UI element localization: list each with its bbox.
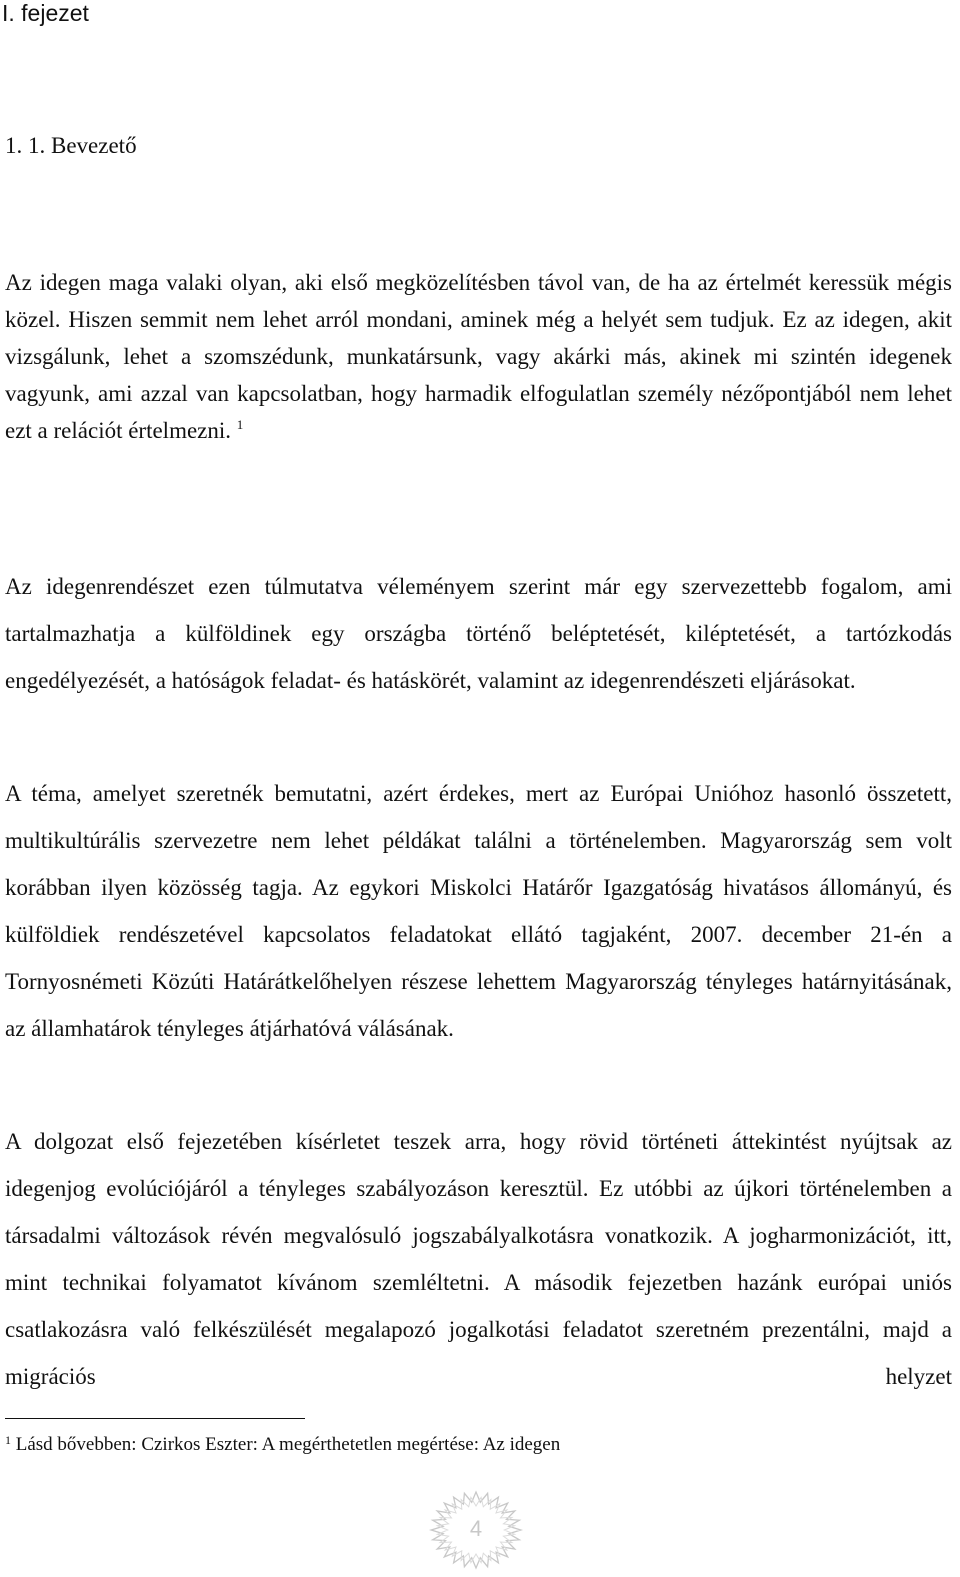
paragraph-4: A dolgozat első fejezetében kísérletet teszek arra, hogy rövid történeti áttekintést nyújtsak az idegenjog evolúciójáról a tényleges szabályozáson keresztül. Ez utóbbi az újkori történelemben a társadalmi változások révén megvalósuló jogszabályalkotásra vonatkozik. A jogharmonizációt, itt, mint technikai folyamatot kívánom szemléltetni. A második fejezetben hazánk európai uniós csatlakozásra való felkészülését megalapozó jogalkotási feladatot szeretném prezentálni, majd a migrációs helyzet xyxy=(5,1129,952,1389)
page-number-badge xyxy=(420,1490,532,1576)
footnote-reference[interactable]: 1 xyxy=(236,417,244,432)
paragraph-3: A téma, amelyet szeretnék bemutatni, azért érdekes, mert az Európai Unióhoz hasonló összetett, multikultúrális szervezetre nem lehet példákat találni a történelemben. Magyarország sem volt korábban ilyen közösség tagja. Az egykori Miskolci Határőr Igazgatóság hivatásos állományú, és külföldiek rendészetével kapcsolatos feladatokat ellátó tagjaként, 2007. december 21-én a Tornyosnémeti Közúti Határátkelőhelyen részese lehettem Magyarország tényleges határnyitásának, az államhatárok tényleges átjárhatóvá válásának. xyxy=(5,781,952,1041)
footnote-divider xyxy=(5,1418,305,1419)
paragraph-1 xyxy=(5,264,952,449)
paragraph-1-text: Az idegen maga valaki olyan, aki első megközelítésben távol van, de ha az értelmét keressük mégis közel. Hiszen semmit nem lehet arról mondani, aminek még a helyét sem tudjuk. Ez az idegen, akit vizsgálunk, lehet a szomszédunk, munkatársunk, vagy akárki más, akinek mi szintén idegenek vagyunk, ami azzal van kapcsolatban, hogy harmadik elfogulatlan személy nézőpontjából nem lehet ezt a relációt értelmezni. xyxy=(5,270,952,443)
paragraph-2: Az idegenrendészet ezen túlmutatva véleményem szerint már egy szervezettebb fogalom, ami tartalmazhatja a külföldinek egy országba történő beléptetését, kiléptetését, a tartózkodás engedélyezését, a hatóságok feladat- és hatáskörét, valamint az idegenrendészeti eljárásokat. xyxy=(5,574,952,693)
page-number: 4 xyxy=(469,1516,483,1541)
footnote-text: Lásd bővebben: Czirkos Eszter: A megérthetetlen megértése: Az idegen xyxy=(15,1434,561,1455)
footnote-number: 1 xyxy=(5,1433,11,1447)
section-heading: 1. 1. Bevezető xyxy=(5,133,137,158)
chapter-heading: I. fejezet xyxy=(2,0,89,26)
footnote xyxy=(5,1433,560,1457)
